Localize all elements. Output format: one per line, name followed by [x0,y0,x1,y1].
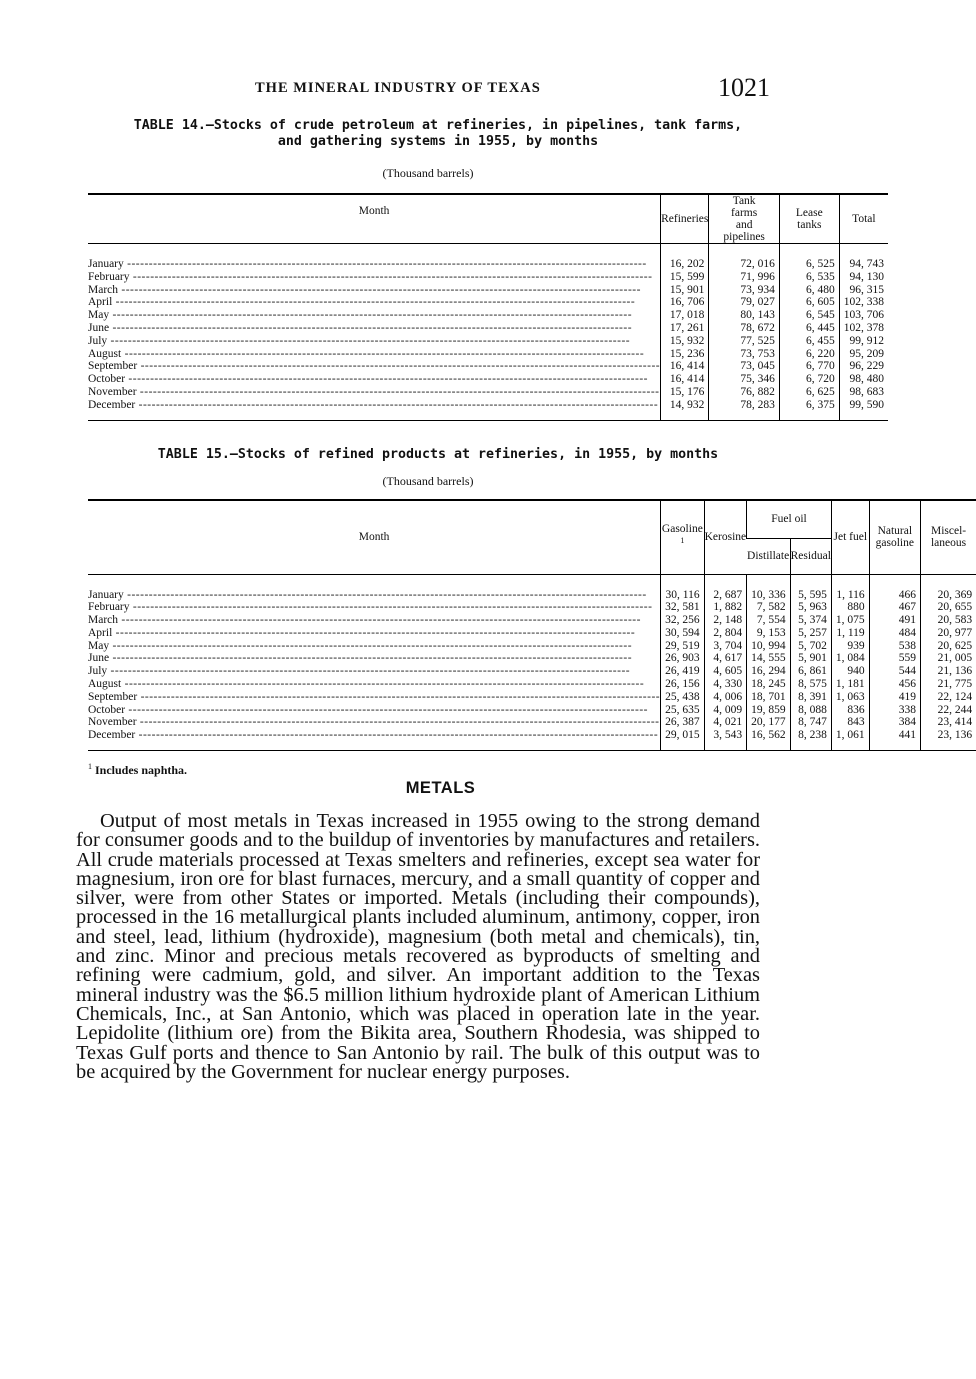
table14-month-label: January [88,258,124,270]
table15-row [88,691,976,704]
table14-cell-lease-tanks: 6, 625 [779,386,839,399]
table15-unit: (Thousand barrels) [382,474,474,488]
table15-month-label: August [88,678,122,691]
table15-cell-kerosine: 4, 330 [704,678,747,691]
table14-cell-lease-tanks: 6, 605 [779,296,839,309]
table14-cell-tank-farms: 77, 525 [709,335,780,348]
table14-month-label: March [88,283,119,296]
table15-month-label: March [88,614,119,627]
table15-month-label: January [88,588,124,601]
table14-cell-lease-tanks: 6, 525 [779,244,839,271]
table14-row [88,360,888,373]
table15-cell-kerosine: 3, 704 [704,640,747,653]
table15 [88,499,976,751]
table15-cell-natural-gasoline: 559 [869,652,920,665]
table15-row [88,574,976,601]
table14-row [88,373,888,386]
table14-cell-month: June ------------------------------------------------------------------------------------------------------------------------ [88,321,633,334]
table14-cell-total: 98, 683 [839,386,888,399]
table15-cell-month: June ------------------------------------------------------------------------------------------------------------------------ [88,652,633,665]
table15-cell-miscellaneous: 21, 775 [920,678,976,691]
table14-caption [88,118,788,150]
footnote-text: Includes naphtha. [95,763,188,777]
table14-cell-refineries: 17, 018 [661,309,709,322]
table15-row [88,652,976,665]
table15-row [88,678,976,691]
table14-cell-refineries: 17, 261 [661,322,709,335]
table15-cell-gasoline: 26, 156 [661,678,705,691]
table14-cell-lease-tanks: 6, 445 [779,322,839,335]
table15-cell-residual: 8, 088 [790,704,831,717]
table14-cell-tank-farms: 71, 996 [709,271,780,284]
table14-cell-month: July ------------------------------------------------------------------------------------------------------------------------ [88,334,631,347]
table14-row [88,348,888,361]
table14-row [88,386,888,399]
table15-cell-kerosine: 1, 882 [704,601,747,614]
table15-row [88,704,976,717]
table14-cell-total: 99, 590 [839,399,888,420]
table15-cell-distillate: 10, 336 [747,574,791,601]
table14-cell-refineries: 16, 414 [661,373,709,386]
table14-cell-month: November ------------------------------------------------------------------------------------------------------------------------ [88,385,660,398]
table15-header-kerosine: Kerosine [704,500,747,574]
table15-cell-month: March ------------------------------------------------------------------------------------------------------------------------ [88,614,641,627]
table15-cell-kerosine: 2, 687 [704,574,747,601]
table14-row [88,244,888,271]
table14-cell-tank-farms: 79, 027 [709,296,780,309]
table15-cell-residual: 8, 238 [790,729,831,750]
table14-cell-month: May ------------------------------------------------------------------------------------------------------------------------ [88,309,633,322]
table15-row [88,614,976,627]
table15-cell-distillate: 16, 294 [747,665,791,678]
table14-cell-total: 94, 743 [839,244,888,271]
table14-cell-month: October ------------------------------------------------------------------------------------------------------------------------ [88,373,648,386]
table14-header-refineries: Refineries [661,194,709,244]
table14-cell-refineries: 15, 236 [661,348,709,361]
table15-cell-month: May ------------------------------------------------------------------------------------------------------------------------ [88,639,633,652]
table14-month-label: May [88,309,110,322]
table15-cell-natural-gasoline: 538 [869,640,920,653]
table14-cell-month: August ------------------------------------------------------------------------------------------------------------------------ [88,347,645,360]
table14-cell-refineries: 15, 932 [661,335,709,348]
table14-row [88,271,888,284]
table15-month-label: July [88,665,108,678]
table15-row [88,729,976,750]
table15-cell-distillate: 19, 859 [747,704,791,717]
table15-cell-month: November ------------------------------------------------------------------------------------------------------------------------ [88,716,660,729]
table15-cell-natural-gasoline: 484 [869,627,920,640]
table15-cell-natural-gasoline: 419 [869,691,920,704]
footnote-mark: 1 [88,762,92,771]
table15-cell-natural-gasoline: 441 [869,729,920,750]
table15-cell-jet-fuel: 940 [831,665,869,678]
table15-cell-miscellaneous: 20, 583 [920,614,976,627]
table14-cell-total: 94, 130 [839,271,888,284]
table15-cell-gasoline: 25, 635 [661,704,705,717]
table15-cell-month: January ------------------------------------------------------------------------------------------------------------------------ [88,588,647,601]
table14-cell-lease-tanks: 6, 455 [779,335,839,348]
table15-cell-distillate: 7, 554 [747,614,791,627]
table15-cell-kerosine: 4, 021 [704,716,747,729]
table14-row [88,309,888,322]
table14 [88,193,888,421]
table15-cell-natural-gasoline: 466 [869,574,920,601]
table14-row [88,284,888,297]
table14-cell-refineries: 16, 202 [661,244,709,271]
table14-cell-total: 96, 229 [839,360,888,373]
table14-cell-total: 102, 338 [839,296,888,309]
table15-cell-residual: 6, 861 [790,665,831,678]
table15-cell-natural-gasoline: 456 [869,678,920,691]
table15-cell-residual: 5, 702 [790,640,831,653]
table15-cell-month: April ------------------------------------------------------------------------------------------------------------------------ [88,626,636,639]
table15-cell-jet-fuel: 1, 119 [831,627,869,640]
table15-cell-distillate: 14, 555 [747,652,791,665]
table15-cell-distillate: 16, 562 [747,729,791,750]
table15-cell-gasoline: 30, 594 [661,627,705,640]
table15-row [88,601,976,614]
table14-month-label: August [88,347,122,360]
page-number: 1021 [718,73,770,102]
table15-month-label: December [88,729,136,742]
table15-body [88,574,976,751]
table15-cell-jet-fuel: 1, 075 [831,614,869,627]
table15-cell-gasoline: 29, 519 [661,640,705,653]
table15-cell-gasoline: 29, 015 [661,729,705,750]
table14-cell-lease-tanks: 6, 220 [779,348,839,361]
table15-cell-kerosine: 2, 148 [704,614,747,627]
table15-cell-jet-fuel: 1, 061 [831,729,869,750]
table15-header-jet-fuel: Jet fuel [831,500,869,574]
table14-cell-total: 95, 209 [839,348,888,361]
table15-cell-kerosine: 4, 006 [704,691,747,704]
table15-cell-jet-fuel: 836 [831,704,869,717]
table14-cell-lease-tanks: 6, 770 [779,360,839,373]
table15-month-label: November [88,716,137,729]
table15-cell-natural-gasoline: 338 [869,704,920,717]
table15-footnote [88,762,187,778]
table14-month-label: October [88,373,126,386]
table15-cell-jet-fuel: 843 [831,716,869,729]
table14-caption-line2: and gathering systems in 1955, by months [277,134,599,149]
table14-body [88,244,888,421]
table15-cell-miscellaneous: 20, 369 [920,574,976,601]
table15-cell-jet-fuel: 1, 181 [831,678,869,691]
table15-cell-jet-fuel: 1, 116 [831,574,869,601]
running-title: THE MINERAL INDUSTRY OF TEXAS [255,80,541,96]
table14-cell-total: 96, 315 [839,284,888,297]
table14-header-lease-tanks: Lease tanks [779,194,839,244]
table15-month-label: May [88,639,110,652]
table15-cell-gasoline: 26, 387 [661,716,705,729]
page-header [0,73,881,104]
table15-cell-gasoline: 26, 903 [661,652,705,665]
table14-cell-lease-tanks: 6, 480 [779,284,839,297]
table14-cell-total: 102, 378 [839,322,888,335]
table14-row [88,399,888,420]
table15-cell-month: December ------------------------------------------------------------------------------------------------------------------------ [88,729,659,742]
table15-cell-month: July ------------------------------------------------------------------------------------------------------------------------ [88,665,631,678]
table15-header-fuel-oil: Fuel oil [747,500,832,538]
table14-cell-tank-farms: 75, 346 [709,373,780,386]
table15-cell-residual: 5, 374 [790,614,831,627]
table15-cell-jet-fuel: 880 [831,601,869,614]
table15-cell-miscellaneous: 22, 124 [920,691,976,704]
table14-month-label: June [88,321,110,334]
table14-row [88,296,888,309]
table15-cell-natural-gasoline: 491 [869,614,920,627]
table14-month-label: February [88,270,130,283]
table15-caption: TABLE 15.—Stocks of refined products at refineries, in 1955, by months [157,447,719,462]
table14-cell-total: 103, 706 [839,309,888,322]
table15-cell-kerosine: 4, 605 [704,665,747,678]
table14-cell-total: 99, 912 [839,335,888,348]
table15-cell-month: October ------------------------------------------------------------------------------------------------------------------------ [88,703,648,716]
table15-cell-jet-fuel: 1, 063 [831,691,869,704]
table14-cell-tank-farms: 73, 753 [709,348,780,361]
table14-cell-tank-farms: 76, 882 [709,386,780,399]
table15-cell-jet-fuel: 939 [831,640,869,653]
table15-header-residual: Residual [790,538,831,574]
table15-cell-gasoline: 25, 438 [661,691,705,704]
table15-cell-distillate: 10, 994 [747,640,791,653]
table15-cell-miscellaneous: 20, 655 [920,601,976,614]
table15-cell-month: February ------------------------------------------------------------------------------------------------------------------------ [88,601,653,614]
table14-row [88,335,888,348]
table15-month-label: February [88,601,130,614]
table15-row [88,665,976,678]
table15-cell-distillate: 20, 177 [747,716,791,729]
table15-cell-natural-gasoline: 544 [869,665,920,678]
table14-cell-refineries: 15, 901 [661,284,709,297]
table15-cell-gasoline: 32, 256 [661,614,705,627]
table14-cell-month: September ------------------------------------------------------------------------------------------------------------------------ [88,360,661,373]
gasoline-footnote-mark: 1 [680,536,685,546]
table15-row [88,640,976,653]
table15-cell-residual: 5, 901 [790,652,831,665]
table15-cell-natural-gasoline: 384 [869,716,920,729]
table14-cell-lease-tanks: 6, 720 [779,373,839,386]
table14-month-label: July [88,334,108,347]
table15-header-distillate: Distillate [747,538,791,574]
table15-cell-distillate: 9, 153 [747,627,791,640]
table15-cell-residual: 8, 747 [790,716,831,729]
table15-cell-kerosine: 4, 009 [704,704,747,717]
table14-cell-lease-tanks: 6, 535 [779,271,839,284]
table15-cell-natural-gasoline: 467 [869,601,920,614]
table14-month-label: November [88,385,137,398]
table14-cell-tank-farms: 80, 143 [709,309,780,322]
table15-month-label: October [88,703,126,716]
table14-cell-tank-farms: 73, 045 [709,360,780,373]
table15-cell-month: August ------------------------------------------------------------------------------------------------------------------------ [88,678,645,691]
table15-header-natural-gasoline: Natural gasoline [869,500,920,574]
metals-heading: METALS [405,779,476,797]
table14-cell-total: 98, 480 [839,373,888,386]
table15-header-gasoline: Gasoline $^1$ [661,500,705,574]
table15-month-label: June [88,652,110,665]
table15-cell-gasoline: 32, 581 [661,601,705,614]
table15-header-month: Month [88,500,661,574]
table14-header-month: Month [88,194,661,244]
table14-month-label: December [88,398,136,411]
table14-cell-month: February ------------------------------------------------------------------------------------------------------------------------ [88,270,653,283]
table14-cell-month: December ------------------------------------------------------------------------------------------------------------------------ [88,398,659,411]
table14-cell-tank-farms: 72, 016 [709,244,780,271]
table14-month-label: September [88,360,138,373]
table14-cell-tank-farms: 78, 672 [709,322,780,335]
table15-header-miscellaneous: Miscel- laneous [920,500,976,574]
table14-cell-lease-tanks: 6, 375 [779,399,839,420]
table14-header-tank-farms: Tank farms and pipelines [709,194,780,244]
table15-cell-miscellaneous: 23, 136 [920,729,976,750]
table14-cell-month: March ------------------------------------------------------------------------------------------------------------------------ [88,283,641,296]
table15-cell-miscellaneous: 21, 005 [920,652,976,665]
table14-cell-tank-farms: 78, 283 [709,399,780,420]
table15-cell-jet-fuel: 1, 084 [831,652,869,665]
table15-cell-residual: 5, 963 [790,601,831,614]
metals-paragraph: Output of most metals in Texas increased in 1955 owing to the strong demand for consumer goods and to the buildup of inventories by manufactures and retailers. All crude materials processed at Texas smelters and refineries, except sea water for magnesium, iron ore for blast furnaces, mercury, and a small quantity of copper and silver, were from other States or imported. Metals (including their compounds), processed in the 16 metallurgical plants included aluminum, antimony, copper, iron and steel, lead, lithium (hydroxide), magnesium (both metal and chemicals), tin, and zinc. Minor and precious metals recovered as byproducts of smelting and refining were cadmium, gold, and silver. An important addition to the Texas mineral industry was the $6.5 million lithium hydroxide plant of American Lithium Chemicals, Inc., at San Antonio, which was placed in operation late in the year. Lepidolite (lithium ore) from the Bikita area, Southern Rhodesia, was shipped to Texas Gulf ports and thence to San Antonio by rail. The bulk of this output was to be acquired by the Government for nuclear energy purposes. [76,810,760,1083]
table15-cell-residual: 5, 257 [790,627,831,640]
table14-cell-tank-farms: 73, 934 [709,284,780,297]
table15-cell-miscellaneous: 20, 625 [920,640,976,653]
table14-cell-refineries: 14, 932 [661,399,709,420]
table15-cell-miscellaneous: 22, 244 [920,704,976,717]
table15-cell-residual: 5, 595 [790,574,831,601]
table15-cell-kerosine: 4, 617 [704,652,747,665]
table15-cell-distillate: 18, 245 [747,678,791,691]
table15-cell-residual: 8, 391 [790,691,831,704]
table14-cell-refineries: 16, 414 [661,360,709,373]
table15-month-label: September [88,690,138,703]
table14-header-total: Total [839,194,888,244]
table14-unit: (Thousand barrels) [382,166,474,180]
table14-month-label: April [88,296,113,309]
table15-cell-miscellaneous: 20, 977 [920,627,976,640]
table14-cell-lease-tanks: 6, 545 [779,309,839,322]
table14-cell-refineries: 15, 599 [661,271,709,284]
table15-cell-miscellaneous: 21, 136 [920,665,976,678]
table15-month-label: April [88,626,113,639]
table15-row [88,627,976,640]
table15-cell-distillate: 18, 701 [747,691,791,704]
table14-cell-month: April ------------------------------------------------------------------------------------------------------------------------ [88,296,636,309]
table15-cell-gasoline: 26, 419 [661,665,705,678]
table15-cell-month: September ------------------------------------------------------------------------------------------------------------------------ [88,690,661,703]
table15-cell-distillate: 7, 582 [747,601,791,614]
table14-row [88,322,888,335]
table15-cell-gasoline: 30, 116 [661,574,705,601]
table14-caption-line1: TABLE 14.—Stocks of crude petroleum at refineries, in pipelines, tank farms, [133,118,743,133]
table15-cell-kerosine: 2, 804 [704,627,747,640]
table15-cell-kerosine: 3, 543 [704,729,747,750]
table14-cell-month: January ------------------------------------------------------------------------------------------------------------------------ [88,258,647,270]
table15-row [88,716,976,729]
table14-cell-refineries: 15, 176 [661,386,709,399]
table15-cell-residual: 8, 575 [790,678,831,691]
table14-cell-refineries: 16, 706 [661,296,709,309]
table15-cell-miscellaneous: 23, 414 [920,716,976,729]
